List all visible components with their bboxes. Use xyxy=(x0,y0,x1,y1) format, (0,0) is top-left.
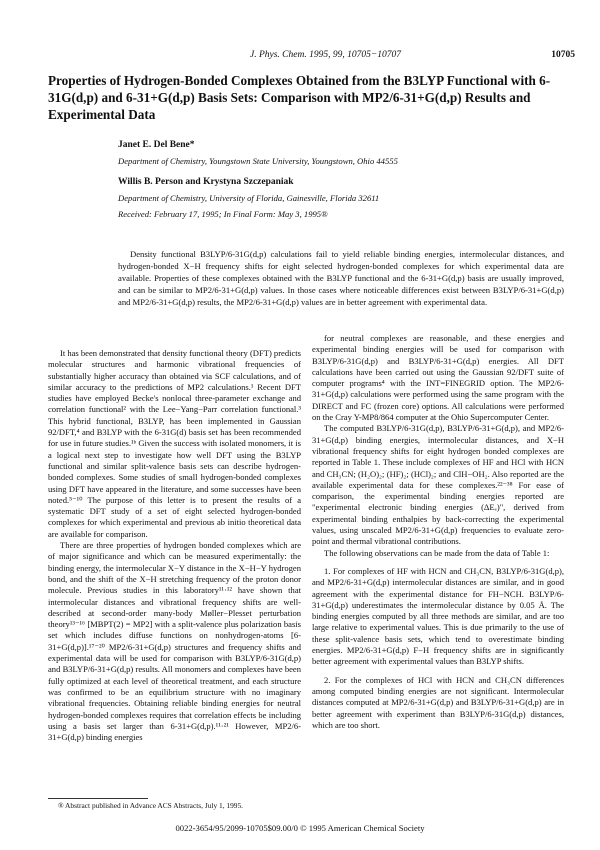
copyright-footer: 0022-3654/95/2099-10705$09.00/0 © 1995 American Chemical Society xyxy=(175,823,425,833)
right-column xyxy=(312,333,564,731)
footnote: ® Abstract published in Advance ACS Abstracts, July 1, 1995. xyxy=(58,801,244,810)
footnote-rule xyxy=(48,798,148,799)
affiliation-2: Department of Chemistry, University of Florida, Gainesville, Florida 32611 xyxy=(118,193,380,203)
page-number: 10705 xyxy=(551,50,575,60)
received-dates: Received: February 17, 1995; In Final Form: May 3, 1995® xyxy=(118,209,328,219)
paragraph: There are three properties of hydrogen bonded complexes which are of major significance and which can be measured experimentally: the binding energy, the intermolecular X−Y distance in the X−H−Y hydrogen bond, and the shift of the X−H stretching frequency of the proton donor molecule. Previous studies in this laboratory¹¹·¹² have shown that intermolecular distances and vibrational frequency shifts are well-described at second-order many-body Møller−Plesset perturbation theory¹³⁻¹⁶ [MBPT(2) = MP2] with a split-valence plus polarization basis set which includes diffuse functions on nonhydrogen-atoms [6-31+G(d,p)].¹⁷⁻²⁰ MP2/6-31+G(d,p) structures and frequency shifts and experimental data will be used for comparison with B3LYP/6-31G(d,p) and B3LYP/6-31+G(d,p) results. All monomers and complexes have been fully optimized at each level of theoretical treatment, and each structure was confirmed to be an equilibrium structure with no imaginary vibrational frequencies. Obtaining reliable binding energies for neutral hydrogen-bonded complexes requires that correlation effects be including using a basis set larger than 6-31+G(d,p).¹¹·²¹ However, MP2/6-31+G(d,p) binding energies xyxy=(48,540,301,743)
abstract: Density functional B3LYP/6-31G(d,p) calculations fail to yield reliable binding energies, intermolecular distances, and hydrogen-bonded X−H frequency shifts for eight selected hydrogen-bonded complexes for which experimental data are available. Properties of these complexes obtained with the B3LYP functional and the 6-31+G(d,p) basis are usually improved, and can be similar to MP2/6-31+G(d,p) values. In those cases where noticeable differences exist between B3LYP/6-31+G(d,p) and MP2/6-31+G(d,p) results, the MP2/6-31+G(d,p) values are in better agreement with experimental data. xyxy=(118,249,564,307)
journal-citation: J. Phys. Chem. 1995, 99, 10705−10707 xyxy=(250,50,402,60)
author-line-2: Willis B. Person and Krystyna Szczepaniak xyxy=(118,177,294,187)
paragraph: The following observations can be made from the data of Table 1: xyxy=(324,547,550,558)
paragraph: 2. For the complexes of HCl with HCN and CH₃CN differences among computed binding energies are not significant. Intermolecular distances computed at MP2/6-31+G(d,p) and B3LYP/6-31+G(d,p) are in better agreement with experiment than B3LYP/6-31G(d,p) distances, which are too short. xyxy=(312,674,564,730)
spacer xyxy=(312,668,564,675)
author-line-1: Janet E. Del Bene* xyxy=(118,140,195,150)
spacer xyxy=(312,559,564,566)
affiliation-1: Department of Chemistry, Youngstown State University, Youngstown, Ohio 44555 xyxy=(118,156,398,166)
left-column xyxy=(48,348,301,743)
paragraph: 1. For complexes of HF with HCN and CH₃CN, B3LYP/6-31G(d,p), and MP2/6-31+G(d,p) intermolecular distances are similar, and in good agreement with the experimental distance for FH−NCH. B3LYP/6-31+G(d,p) underestimates the intermolecular distance by 0.05 Å. The binding energies computed by all three methods are similar, and are too large relative to experimental values. This is due primarily to the use of these split-valence basis sets, which tend to overestimate binding energies. MP2/6-31+G(d,p) F−H frequency shifts are in significantly better agreement with experimental values than B3LYP shifts. xyxy=(312,565,564,667)
paragraph: It has been demonstrated that density functional theory (DFT) predicts molecular structures and harmonic vibrational frequencies of substantially higher accuracy than obtained via SCF calculations, and of similar accuracy to the predictions of MP2 calculations.¹ Recent DFT studies have employed Becke's nonlocal three-parameter exchange and correlation functional² with the Lee−Yang−Parr correlation functional.³ This hybrid functional, B3LYP, has been implemented in Gaussian 92/DFT,⁴ and B3LYP with the 6-31G(d) basis set has been recommended for use in future studies.¹ᵇ Given the success with isolated monomers, it is a logical next step to investigate how well DFT using the B3LYP functional and similar split-valence basis sets can describe hydrogen-bonded complexes. Some studies of small hydrogen-bonded complexes using DFT have appeared in the literature, and some successes have been noted.⁵⁻¹⁰ The purpose of this letter is to present the results of a systematic DFT study of a set of eight selected hydrogen-bonded complexes for which experimental and previous ab initio theoretical data are available for comparison. xyxy=(48,348,301,539)
paper-title: Properties of Hydrogen-Bonded Complexes Obtained from the B3LYP Functional with 6-31G(d,p) and 6-31+G(d,p) Basis Sets: Comparison with MP2/6-31+G(d,p) Results and Experimental Data xyxy=(48,73,551,122)
paragraph: The computed B3LYP/6-31G(d,p), B3LYP/6-31+G(d,p), and MP2/6-31+G(d,p) binding energies, intermolecular distances, and X−H vibrational frequency shifts for eight hydrogen bonded complexes are reported in Table 1. These include complexes of HF and HCl with HCN and CH₃CN; (H₂O)₂; (HF)₂; (HCl)₂; and ClH−OH₂. Also reported are the available experimental data for these complexes.²²⁻³⁸ For ease of comparison, the experimental binding energies reported are "experimental electronic binding energies (ΔEₑ)", derived from experimental binding enthalpies by back-correcting the experimental values, using unscaled MP2/6-31+G(d,p) frequencies to evaluate zero-point and thermal vibrational contributions. xyxy=(312,423,564,547)
paragraph: for neutral complexes are reasonable, and these energies and experimental binding energies will be used for comparison with B3LYP/6-31G(d,p) and B3LYP/6-31+G(d,p) energies. All DFT calculations have been carried out using the Gaussian 92/DFT suite of computer programs⁴ with the INT=FINEGRID option. The MP2/6-31+G(d,p) calculations were performed using the same program with the DIRECT and FC (frozen core) options. All calculations were performed on the Cray Y-MP8/864 computer at the Ohio Supercomputer Center. xyxy=(312,333,564,423)
